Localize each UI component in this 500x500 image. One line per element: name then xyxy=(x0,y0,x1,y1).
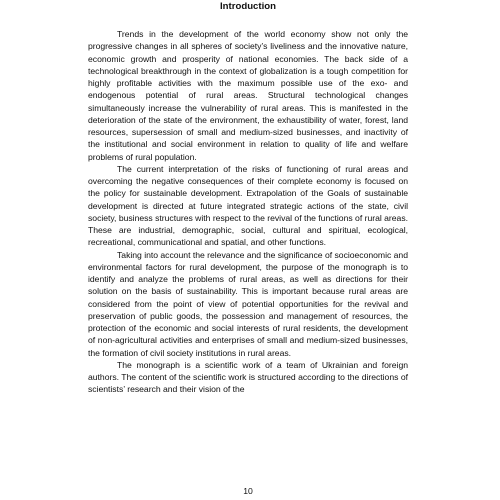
paragraph-2: The current interpretation of the risks of functioning of rural areas and overcoming the negative consequences of their complete economy is focused on the policy for sustainable development. Extrapolation of the Goals of sustainable development is directed at future integrated strategic actions of the state, civil society, business structures with respect to the revival of the functions of rural areas. These are industrial, demographic, social, cultural and spiritual, ecological, recreational, communicational and spatial, and other functions. xyxy=(88,163,408,248)
paragraph-1: Trends in the development of the world economy show not only the progressive changes in all spheres of society’s liveliness and the innovative nature, economic growth and prosperity of national economies. The back side of a technological breakthrough in the context of globalization is a tough competition for highly profitable activities with the maximum possible use of the exo- and endogenous potential of rural areas. Structural technological changes simultaneously increase the vulnerability of rural areas. This is manifested in the deterioration of the state of the environment, the exhaustibility of water, forest, land resources, supersession of small and medium-sized businesses, and inactivity of the institutional and social environment in relation to quality of life and welfare problems of rural population. xyxy=(88,29,408,162)
section-title: Introduction xyxy=(220,1,276,12)
document-page xyxy=(88,0,408,500)
paragraph-3: Taking into account the relevance and the significance of socioeconomic and environmental factors for rural development, the purpose of the monograph is to identify and analyze the problems of rural areas, as well as directions for their solution on the basis of sustainability. This is important because rural areas are considered from the point of view of potential opportunities for the revival and preservation of public goods, the possession and management of resources, the protection of the economic and social interests of rural residents, the development of non-agricultural activities and enterprises of small and medium-sized businesses, the formation of civil society institutions in rural areas. xyxy=(88,249,408,358)
page-number: 10 xyxy=(243,486,253,496)
paragraph-4: The monograph is a scientific work of a team of Ukrainian and foreign authors. The content of the scientific work is structured according to the directions of scientists’ research and their vision of the xyxy=(88,359,408,395)
